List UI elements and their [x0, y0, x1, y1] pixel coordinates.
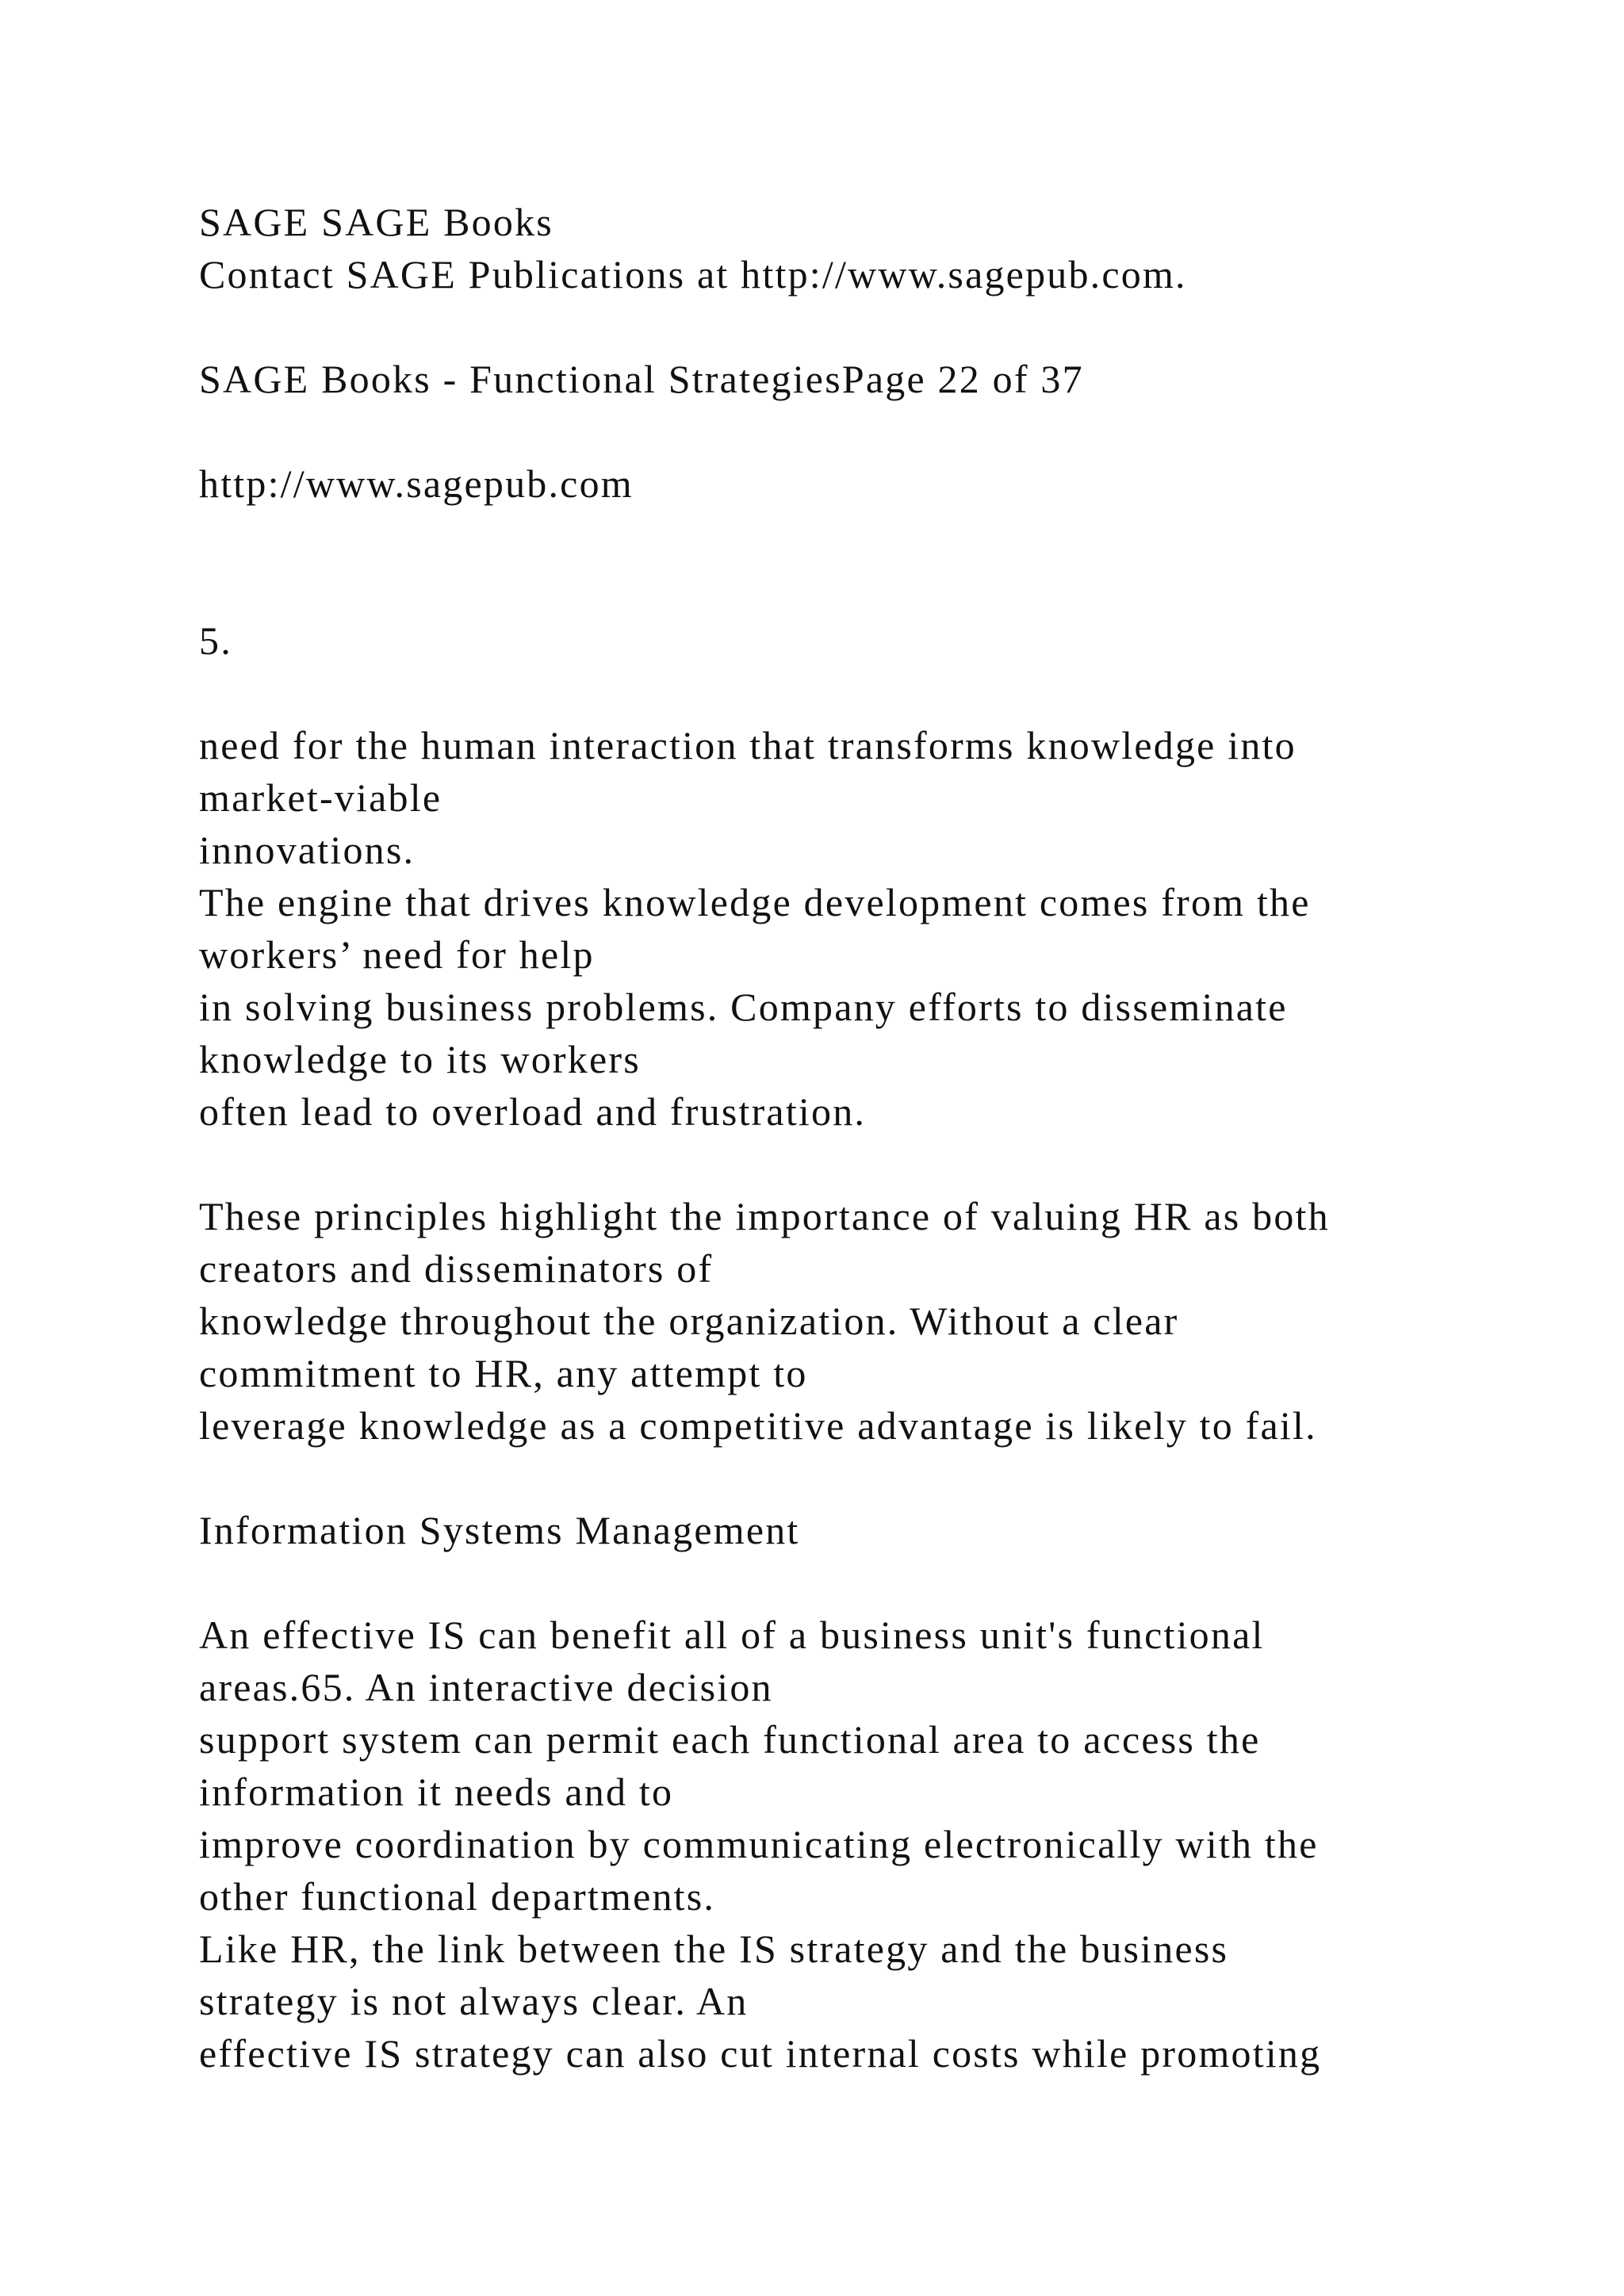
- publisher-line: SAGE SAGE Books: [199, 200, 553, 244]
- item-number: 5.: [199, 618, 232, 663]
- paragraph-line: often lead to overload and frustration.: [199, 1089, 867, 1134]
- paragraph-line: innovations.: [199, 828, 416, 872]
- paragraph-line: need for the human interaction that transforms knowledge into: [199, 723, 1297, 767]
- paragraph-line: improve coordination by communicating electronically with the: [199, 1822, 1319, 1866]
- paragraph-line: market-viable: [199, 775, 442, 820]
- paragraph-line: information it needs and to: [199, 1770, 674, 1814]
- page-indicator: SAGE Books - Functional StrategiesPage 22 of 37: [199, 357, 1084, 401]
- paragraph-line: The engine that drives knowledge development comes from the: [199, 880, 1311, 924]
- section-heading: Information Systems Management: [199, 1508, 800, 1552]
- paragraph-line: knowledge to its workers: [199, 1037, 641, 1081]
- paragraph-line: creators and disseminators of: [199, 1246, 714, 1291]
- paragraph-line: These principles highlight the importance of valuing HR as both: [199, 1194, 1330, 1238]
- paragraph-line: leverage knowledge as a competitive advantage is likely to fail.: [199, 1403, 1317, 1448]
- paragraph-line: other functional departments.: [199, 1874, 716, 1919]
- paragraph-line: support system can permit each functional area to access the: [199, 1717, 1261, 1762]
- paragraph-line: Like HR, the link between the IS strategy and the business: [199, 1927, 1229, 1971]
- paragraph-line: effective IS strategy can also cut internal costs while promoting: [199, 2031, 1322, 2076]
- paragraph-line: areas.65. An interactive decision: [199, 1665, 773, 1709]
- paragraph-line: knowledge throughout the organization. Without a clear: [199, 1299, 1179, 1343]
- paragraph-line: workers’ need for help: [199, 932, 595, 977]
- paragraph-line: strategy is not always clear. An: [199, 1979, 749, 2023]
- paragraph-line: An effective IS can benefit all of a business unit's functional: [199, 1613, 1265, 1657]
- paragraph-line: commitment to HR, any attempt to: [199, 1351, 808, 1395]
- url-line: http://www.sagepub.com: [199, 461, 634, 506]
- paragraph-line: in solving business problems. Company efforts to disseminate: [199, 985, 1288, 1029]
- contact-line: Contact SAGE Publications at http://www.sagepub.com.: [199, 252, 1187, 297]
